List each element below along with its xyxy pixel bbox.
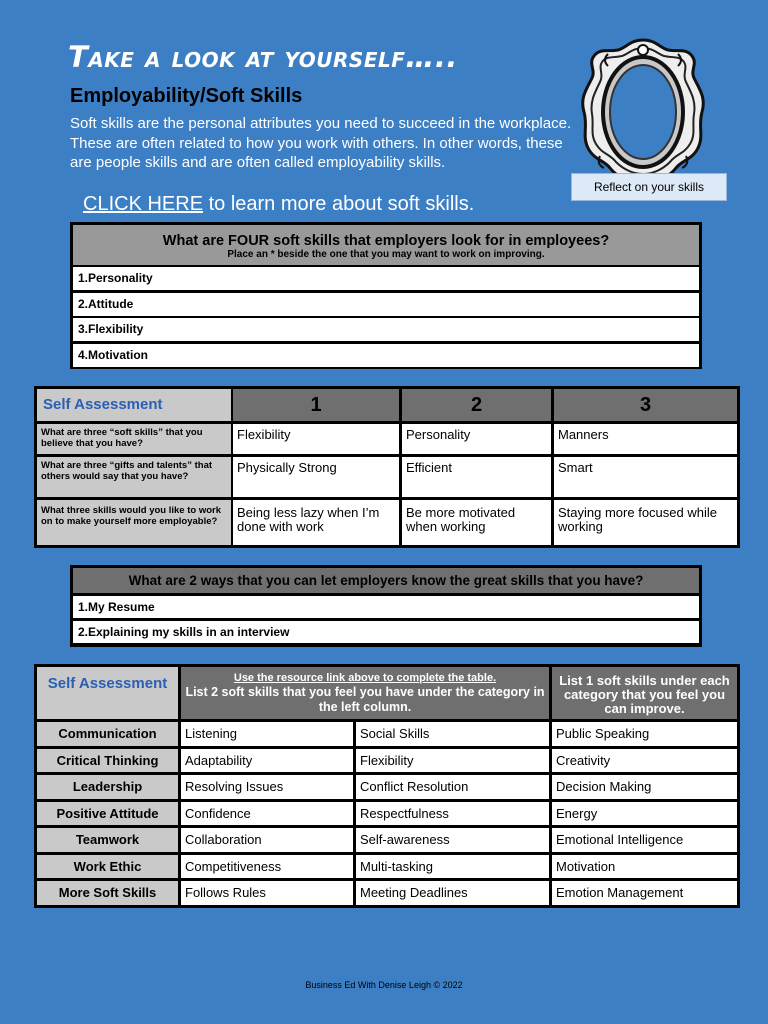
answer-field[interactable]: 1.Personality [73, 267, 699, 290]
four-skills-question: What are FOUR soft skills that employers look for in employees? [162, 233, 610, 249]
skill-category: Work Ethic [37, 855, 178, 879]
assessment-answer[interactable]: Smart [554, 457, 737, 497]
assessment-answer[interactable]: Be more motivated when working [402, 500, 551, 545]
skill-improve-cell[interactable]: Emotion Management [552, 881, 737, 905]
skill-have-cell[interactable]: Resolving Issues [181, 775, 353, 799]
skill-category: Communication [37, 722, 178, 746]
assessment-answer[interactable]: Being less lazy when I’m done with work [233, 500, 399, 545]
skills-table-title: Self Assessment [37, 667, 178, 719]
skill-improve-cell[interactable]: Decision Making [552, 775, 737, 799]
assessment-answer[interactable]: Physically Strong [233, 457, 399, 497]
column-header: 1 [233, 389, 399, 421]
four-skills-instruction: Place an * beside the one that you may want to work on improving. [227, 249, 545, 260]
skill-category: Teamwork [37, 828, 178, 852]
skill-category: More Soft Skills [37, 881, 178, 905]
self-assessment-table [34, 386, 740, 548]
skill-have-cell[interactable]: Flexibility [356, 749, 549, 773]
skill-have-cell[interactable]: Meeting Deadlines [356, 881, 549, 905]
skill-have-cell[interactable]: Multi-tasking [356, 855, 549, 879]
skill-have-cell[interactable]: Respectfulness [356, 802, 549, 826]
learn-more-line [83, 193, 474, 216]
click-here-link[interactable]: CLICK HERE [83, 193, 204, 215]
assessment-answer[interactable]: Flexibility [233, 424, 399, 454]
skill-have-cell[interactable]: Collaboration [181, 828, 353, 852]
skill-have-cell[interactable]: Conflict Resolution [356, 775, 549, 799]
skill-improve-cell[interactable]: Public Speaking [552, 722, 737, 746]
assessment-answer[interactable]: Efficient [402, 457, 551, 497]
footer-copyright: Business Ed With Denise Leigh © 2022 [305, 980, 463, 990]
skill-improve-cell[interactable]: Motivation [552, 855, 737, 879]
skill-category: Critical Thinking [37, 749, 178, 773]
assessment-question: What are three “soft skills” that you believe that you have? [37, 424, 231, 454]
soft-skills-table [34, 664, 740, 908]
answer-field[interactable]: 4.Motivation [73, 344, 699, 367]
intro-paragraph: Soft skills are the personal attributes you need to succeed in the workplace. These are often related to how you work with others. In other words, these are people skills and are often called employability skills. [70, 115, 572, 171]
assessment-question: What are three “gifts and talents” that others would say that you have? [37, 457, 231, 497]
mirror-caption: Reflect on your skills [571, 173, 727, 201]
skills-have-instruction: List 2 soft skills that you feel you have under the category in the left column. [185, 685, 545, 714]
skill-have-cell[interactable]: Confidence [181, 802, 353, 826]
skill-category: Positive Attitude [37, 802, 178, 826]
skill-category: Leadership [37, 775, 178, 799]
assessment-answer[interactable]: Manners [554, 424, 737, 454]
answer-field[interactable]: 2.Explaining my skills in an interview [73, 621, 699, 643]
learn-more-text: to learn more about soft skills. [203, 193, 475, 215]
four-skills-table [70, 222, 702, 369]
skill-have-cell[interactable]: Follows Rules [181, 881, 353, 905]
self-assessment-title: Self Assessment [37, 389, 231, 421]
mirror-icon [578, 36, 708, 186]
page-subtitle: Employability/Soft Skills [70, 85, 303, 107]
assessment-question: What three skills would you like to work on to make yourself more employable? [37, 500, 231, 545]
four-skills-header [73, 225, 699, 265]
column-header: 3 [554, 389, 737, 421]
skills-improve-header: List 1 soft skills under each category that you feel you can improve. [552, 667, 737, 719]
column-header: 2 [402, 389, 551, 421]
skill-have-cell[interactable]: Social Skills [356, 722, 549, 746]
skill-have-cell[interactable]: Adaptability [181, 749, 353, 773]
page-title: Take a look at yourself….. [68, 40, 458, 74]
skill-have-cell[interactable]: Competitiveness [181, 855, 353, 879]
answer-field[interactable]: 3.Flexibility [73, 318, 699, 341]
skill-improve-cell[interactable]: Emotional Intelligence [552, 828, 737, 852]
answer-field[interactable]: 1.My Resume [73, 596, 699, 618]
resource-link-note[interactable]: Use the resource link above to complete the table. [233, 672, 497, 684]
skill-have-cell[interactable]: Listening [181, 722, 353, 746]
answer-field[interactable]: 2.Attitude [73, 293, 699, 316]
assessment-answer[interactable]: Personality [402, 424, 551, 454]
skill-have-cell[interactable]: Self-awareness [356, 828, 549, 852]
skills-have-header [181, 667, 549, 719]
skill-improve-cell[interactable]: Energy [552, 802, 737, 826]
skill-improve-cell[interactable]: Creativity [552, 749, 737, 773]
assessment-answer[interactable]: Staying more focused while working [554, 500, 737, 545]
two-ways-question: What are 2 ways that you can let employers know the great skills that you have? [73, 568, 699, 593]
two-ways-table [70, 565, 702, 647]
